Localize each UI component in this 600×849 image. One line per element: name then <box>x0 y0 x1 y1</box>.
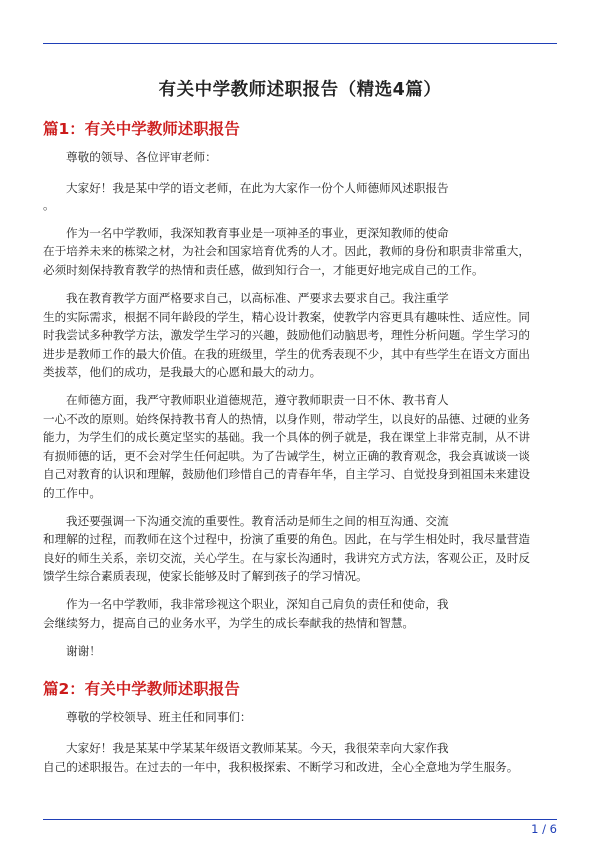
document-title: 有关中学教师述职报告（精选4篇） <box>158 80 442 100</box>
section-heading: 篇2：有关中学教师述职报告 <box>43 680 240 698</box>
footer-rule <box>43 819 557 820</box>
paragraph-line: 尊敬的领导、各位评审老师： <box>66 150 217 164</box>
paragraph-line: 大家好！我是某中学的语文老师，在此为大家作一份个人师德师风述职报告 <box>66 181 449 195</box>
paragraph-line: 谢谢！ <box>66 644 101 658</box>
paragraph-line: 自己对教育的认识和理解，鼓励他们珍惜自己的青春年华，自主学习、自觉投身到祖国未来建设 <box>43 467 530 481</box>
paragraph-line: 时我尝试多种教学方法，激发学生学习的兴趣，鼓励他们动脑思考，理性分析问题。学生学习的 <box>43 328 530 342</box>
paragraph-line: 在师德方面，我严守教师职业道德规范，遵守教师职责一日不休、教书育人 <box>66 393 449 407</box>
paragraph-line: 生的实际需求，根据不同年龄段的学生，精心设计教案，使教学内容更具有趣味性、适应性。同 <box>43 310 530 324</box>
paragraph-line: 大家好！我是某某中学某某年级语文教师某某。今天，我很荣幸向大家作我 <box>66 741 449 755</box>
paragraph-line: 有损师德的话，更不会对学生任何起哄。为了告诫学生，树立正确的教育观念，我会真诚谈一谈 <box>43 449 530 463</box>
paragraph-line: 我还要强调一下沟通交流的重要性。教育活动是师生之间的相互沟通、交流 <box>66 514 449 528</box>
header-rule <box>43 43 557 44</box>
paragraph-line: 会继续努力，提高自己的业务水平，为学生的成长奉献我的热情和智慧。 <box>43 616 415 630</box>
paragraph-line: 必须时刻保持教育教学的热情和责任感，做到知行合一，才能更好地完成自己的工作。 <box>43 263 484 277</box>
paragraph-line: 馈学生综合素质表现，使家长能够及时了解到孩子的学习情况。 <box>43 569 368 583</box>
paragraph-line: 作为一名中学教师，我深知教育事业是一项神圣的事业，更深知教师的使命 <box>66 226 449 240</box>
paragraph-line: 作为一名中学教师，我非常珍视这个职业，深知自己肩负的责任和使命，我 <box>66 597 449 611</box>
paragraph-line: 尊敬的学校领导、班主任和同事们： <box>66 710 252 724</box>
paragraph-line: 自己的述职报告。在过去的一年中，我积极探索、不断学习和改进，全心全意地为学生服务。 <box>43 760 519 774</box>
paragraph-line: 。 <box>43 198 55 212</box>
paragraph-line: 类拔萃，他们的成功，是我最大的心愿和最大的动力。 <box>43 365 322 379</box>
paragraph-line: 我在教育教学方面严格要求自己，以高标准、严要求去要求自己。我注重学 <box>66 291 449 305</box>
paragraph-line: 进步是教师工作的最大价值。在我的班级里，学生的优秀表现不少，其中有些学生在语文方面出 <box>43 347 530 361</box>
paragraph-line: 能力，为学生们的成长奠定坚实的基础。我一个具体的例子就是，我在课堂上非常克制，从不讲 <box>43 430 530 444</box>
paragraph-line: 一心不改的原则。始终保持教书育人的热情，以身作则，带动学生，以良好的品德、过硬的业务 <box>43 412 530 426</box>
paragraph-line: 良好的师生关系，亲切交流，关心学生。在与家长沟通时，我讲究方式方法，客观公正，及时反 <box>43 551 530 565</box>
page-number: 1 / 6 <box>531 822 557 836</box>
paragraph-line: 在于培养未来的栋梁之材，为社会和国家培育优秀的人才。因此，教师的身份和职责非常重大， <box>43 244 530 258</box>
paragraph-line: 和理解的过程，而教师在这个过程中，扮演了重要的角色。因此，在与学生相处时，我尽量营造 <box>43 532 530 546</box>
section-heading: 篇1：有关中学教师述职报告 <box>43 120 240 138</box>
paragraph-line: 的工作中。 <box>43 486 101 500</box>
